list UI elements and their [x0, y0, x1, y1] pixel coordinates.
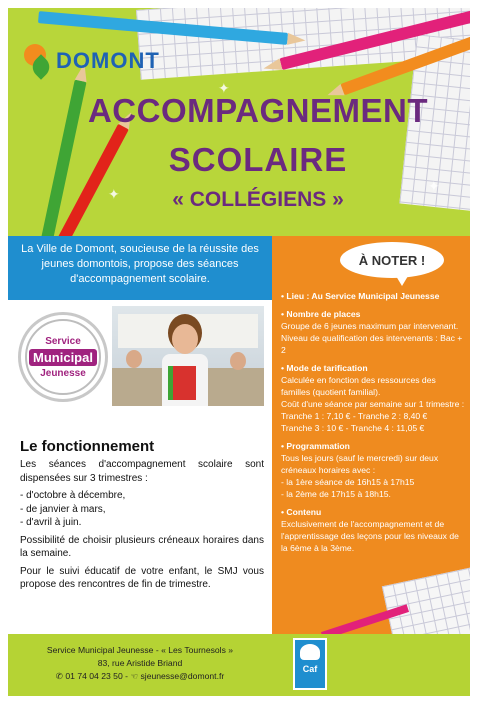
caf-logo — [293, 638, 327, 690]
notes-column — [272, 236, 470, 634]
header-banner — [8, 8, 470, 236]
note-text: Coût d'une séance par semaine sur 1 trimestre : — [281, 399, 465, 409]
phone-icon: ✆ — [55, 671, 63, 681]
flyer-page — [8, 8, 470, 696]
footer-address-line2: 83, rue Aristide Briand — [97, 658, 183, 668]
domont-logo — [22, 44, 160, 78]
paragraph: Pour le suivi éducatif de votre enfant, le SMJ vous propose des rencontres de fin de trimestre. — [20, 565, 264, 590]
note-title: • Mode de tarification — [281, 363, 368, 373]
star-icon: ✦ — [428, 178, 440, 194]
paragraph: Les séances d'accompagnement scolaire sont dispensées sur 3 trimestres : — [20, 459, 264, 484]
note-text: Tranche 3 : 10 € - Tranche 4 : 11,05 € — [281, 423, 425, 433]
note-text: - la 1ère séance de 16h15 à 17h15 — [281, 477, 415, 487]
footer-phone: 01 74 04 23 50 — [65, 671, 123, 681]
note-text: Tous les jours (sauf le mercredi) sur deux créneaux horaires avec : — [281, 453, 439, 475]
note-title: • Contenu — [281, 507, 322, 517]
footer-email[interactable]: sjeunesse@domont.fr — [140, 671, 225, 681]
pointer-icon: ☜ — [130, 671, 139, 681]
page-title: ACCOMPAGNEMENT — [87, 92, 429, 129]
intro-band — [8, 236, 272, 300]
page-subtitle: « COLLÉGIENS » — [172, 188, 344, 211]
note-text: Groupe de 6 jeunes maximum par intervenant. Niveau de qualification des intervenants : Bac + 2 — [281, 321, 463, 355]
star-icon: ✦ — [218, 80, 230, 96]
bubble-label: À NOTER ! — [358, 252, 426, 268]
footer-contact-line: ✆ 01 74 04 23 50 - ☜ sjeunesse@domont.fr — [55, 671, 225, 681]
footer — [8, 634, 470, 696]
list-item: - d'avril à juin. — [20, 517, 82, 528]
stamp-line2: Municipal — [29, 349, 97, 366]
section-title-fonctionnement: Le fonctionnement — [20, 438, 155, 455]
footer-contact — [8, 644, 272, 683]
star-icon: ✦ — [108, 186, 120, 202]
list-item: - de janvier à mars, — [20, 503, 106, 515]
speech-bubble — [340, 242, 444, 278]
notes-list — [281, 290, 466, 554]
intro-text: La Ville de Domont, soucieuse de la réussite des jeunes domontois, propose des séances d'accompagnement scolaire. — [21, 243, 259, 285]
caf-emblem-icon — [300, 644, 320, 660]
note-text: Exclusivement de l'accompagnement et de l'apprentissage des leçons pour les niveaux de la 6ème à la 3ème. — [281, 519, 459, 553]
logo-mark-icon — [22, 44, 52, 78]
caf-label: Caf — [302, 664, 318, 674]
list-item: - d'octobre à décembre, — [20, 490, 126, 501]
note-text: Tranche 1 : 7,10 € - Tranche 2 : 8,40 € — [281, 411, 428, 421]
note-text: Calculée en fonction des ressources des familles (quotient familial). — [281, 375, 436, 397]
note-lieu: • Lieu : Au Service Municipal Jeunesse — [281, 291, 440, 301]
main-content — [8, 300, 272, 634]
footer-address-line1: Service Municipal Jeunesse - « Les Tournesols » — [46, 645, 234, 655]
note-text: - la 2ème de 17h15 à 18h15. — [281, 489, 391, 499]
classroom-photo — [112, 306, 264, 406]
note-title: • Programmation — [281, 441, 350, 451]
fonctionnement-text — [20, 458, 264, 596]
paragraph: Possibilité de choisir plusieurs créneaux horaires dans la semaine. — [20, 534, 264, 559]
stamp-line1: Service — [45, 335, 81, 347]
smj-stamp-logo — [18, 312, 108, 402]
logo-text: DOMONT — [56, 48, 160, 73]
page-title-line2: SCOLAIRE — [168, 141, 348, 178]
grid-paper-decoration — [382, 564, 470, 634]
stamp-line3: Jeunesse — [40, 367, 86, 379]
note-title: • Nombre de places — [281, 309, 361, 319]
